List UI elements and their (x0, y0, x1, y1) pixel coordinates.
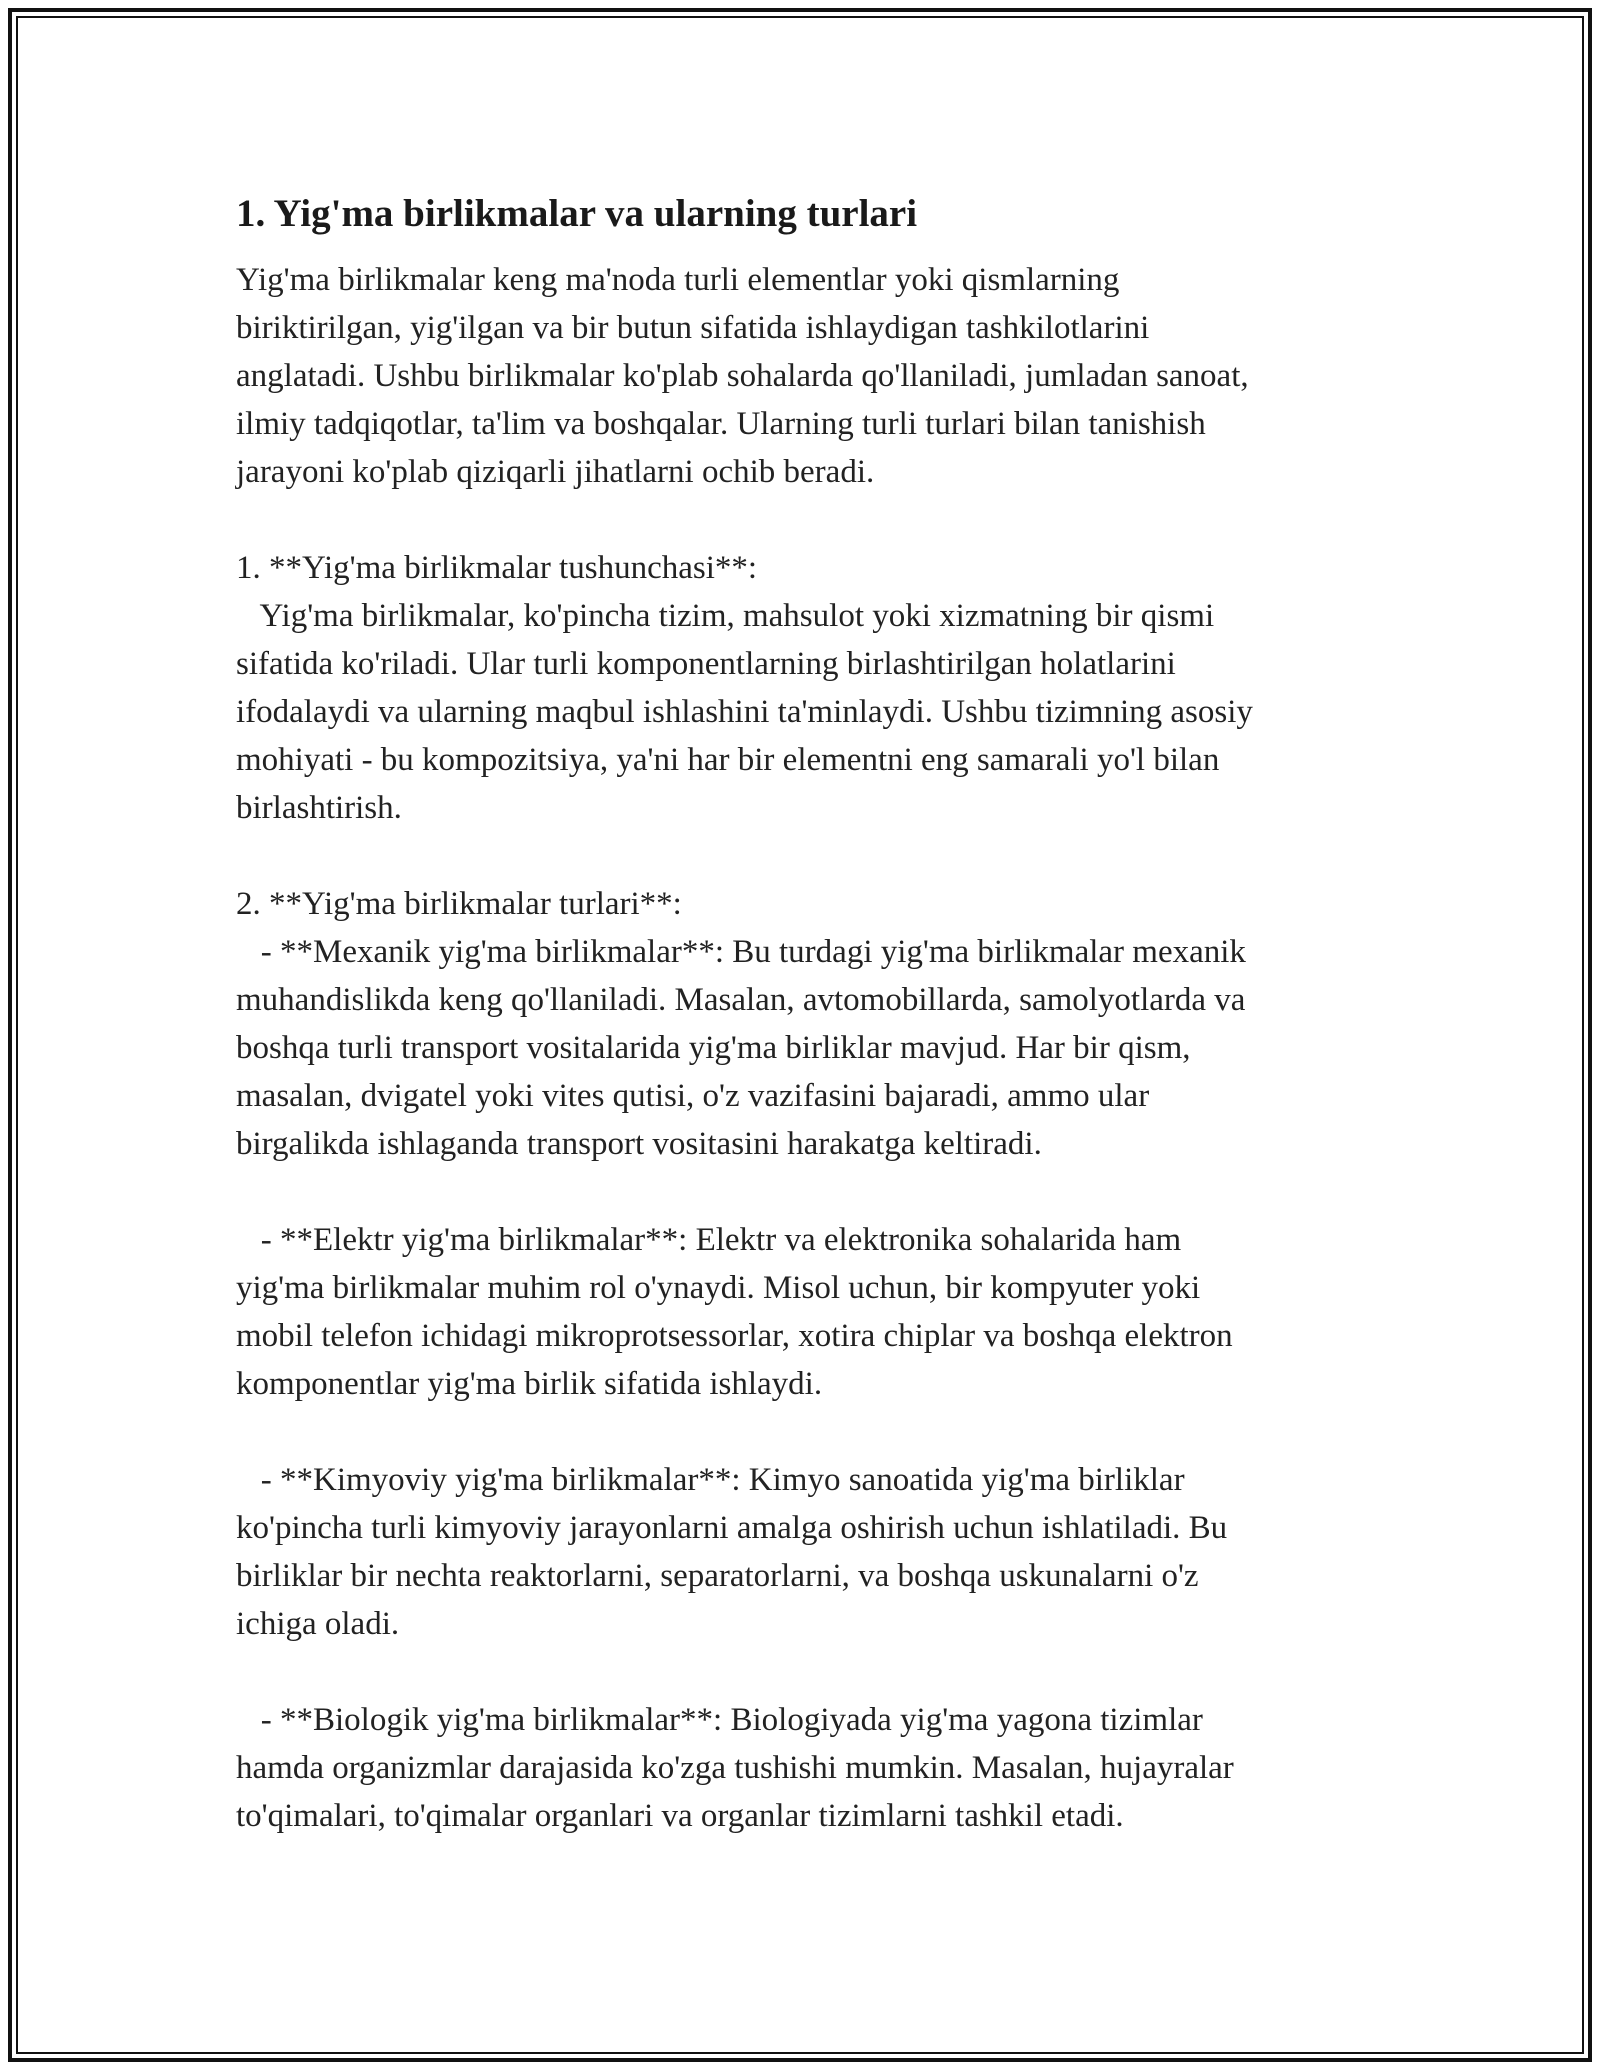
text-line: - **Elektr yig'ma birlikmalar**: Elektr va elektronika sohalarida ham (236, 1222, 1182, 1258)
document-body (236, 184, 1376, 1840)
blank-line (236, 832, 1376, 880)
blank-line (236, 496, 1376, 544)
text-line: sifatida ko'riladi. Ular turli komponentlarning birlashtirilgan holatlarini (236, 646, 1176, 682)
text-line: birliklar bir nechta reaktorlarni, separatorlarni, va boshqa uskunalarni o'z (236, 1558, 1199, 1594)
text-line: - **Biologik yig'ma birlikmalar**: Biologiyada yig'ma yagona tizimlar (236, 1702, 1203, 1738)
text-line: ilmiy tadqiqotlar, ta'lim va boshqalar. Ularning turli turlari bilan tanishish (236, 406, 1206, 442)
document-title: 1. Yig'ma birlikmalar va ularning turlari (236, 192, 918, 235)
text-line: mobil telefon ichidagi mikroprotsessorlar, xotira chiplar va boshqa elektron (236, 1318, 1233, 1354)
text-line: - **Mexanik yig'ma birlikmalar**: Bu turdagi yig'ma birlikmalar mexanik (236, 934, 1246, 970)
text-line: 1. **Yig'ma birlikmalar tushunchasi**: (236, 550, 758, 586)
text-line: jarayoni ko'plab qiziqarli jihatlarni ochib beradi. (236, 454, 875, 490)
text-line: anglatadi. Ushbu birlikmalar ko'plab sohalarda qo'llaniladi, jumladan sanoat, (236, 358, 1249, 394)
text-line: 2. **Yig'ma birlikmalar turlari**: (236, 886, 682, 922)
text-line: ko'pincha turli kimyoviy jarayonlarni amalga oshirish uchun ishlatiladi. Bu (236, 1510, 1228, 1546)
document-text (236, 256, 1376, 1840)
text-line: to'qimalari, to'qimalar organlari va organlar tizimlarni tashkil etadi. (236, 1798, 1124, 1834)
text-line: birlashtirish. (236, 790, 402, 826)
text-line: masalan, dvigatel yoki vites qutisi, o'z vazifasini bajaradi, ammo ular (236, 1078, 1150, 1114)
text-line: - **Kimyoviy yig'ma birlikmalar**: Kimyo sanoatida yig'ma birliklar (236, 1462, 1185, 1498)
text-line: biriktirilgan, yig'ilgan va bir butun sifatida ishlaydigan tashkilotlarini (236, 310, 1150, 346)
text-line: komponentlar yig'ma birlik sifatida ishlaydi. (236, 1366, 823, 1402)
text-line: Yig'ma birlikmalar keng ma'noda turli elementlar yoki qismlarning (236, 262, 1120, 298)
text-line: Yig'ma birlikmalar, ko'pincha tizim, mahsulot yoki xizmatning bir qismi (236, 598, 1215, 634)
blank-line (236, 1408, 1376, 1456)
text-line: ichiga oladi. (236, 1606, 400, 1642)
text-line: yig'ma birlikmalar muhim rol o'ynaydi. Misol uchun, bir kompyuter yoki (236, 1270, 1201, 1306)
text-line: hamda organizmlar darajasida ko'zga tushishi mumkin. Masalan, hujayralar (236, 1750, 1234, 1786)
text-line: mohiyati - bu kompozitsiya, ya'ni har bir elementni eng samarali yo'l bilan (236, 742, 1220, 778)
blank-line (236, 1168, 1376, 1216)
text-line: boshqa turli transport vositalarida yig'ma birliklar mavjud. Har bir qism, (236, 1030, 1191, 1066)
blank-line (236, 1648, 1376, 1696)
text-line: ifodalaydi va ularning maqbul ishlashini ta'minlaydi. Ushbu tizimning asosiy (236, 694, 1253, 730)
text-line: muhandislikda keng qo'llaniladi. Masalan, avtomobillarda, samolyotlarda va (236, 982, 1246, 1018)
text-line: birgalikda ishlaganda transport vositasini harakatga keltiradi. (236, 1126, 1042, 1162)
